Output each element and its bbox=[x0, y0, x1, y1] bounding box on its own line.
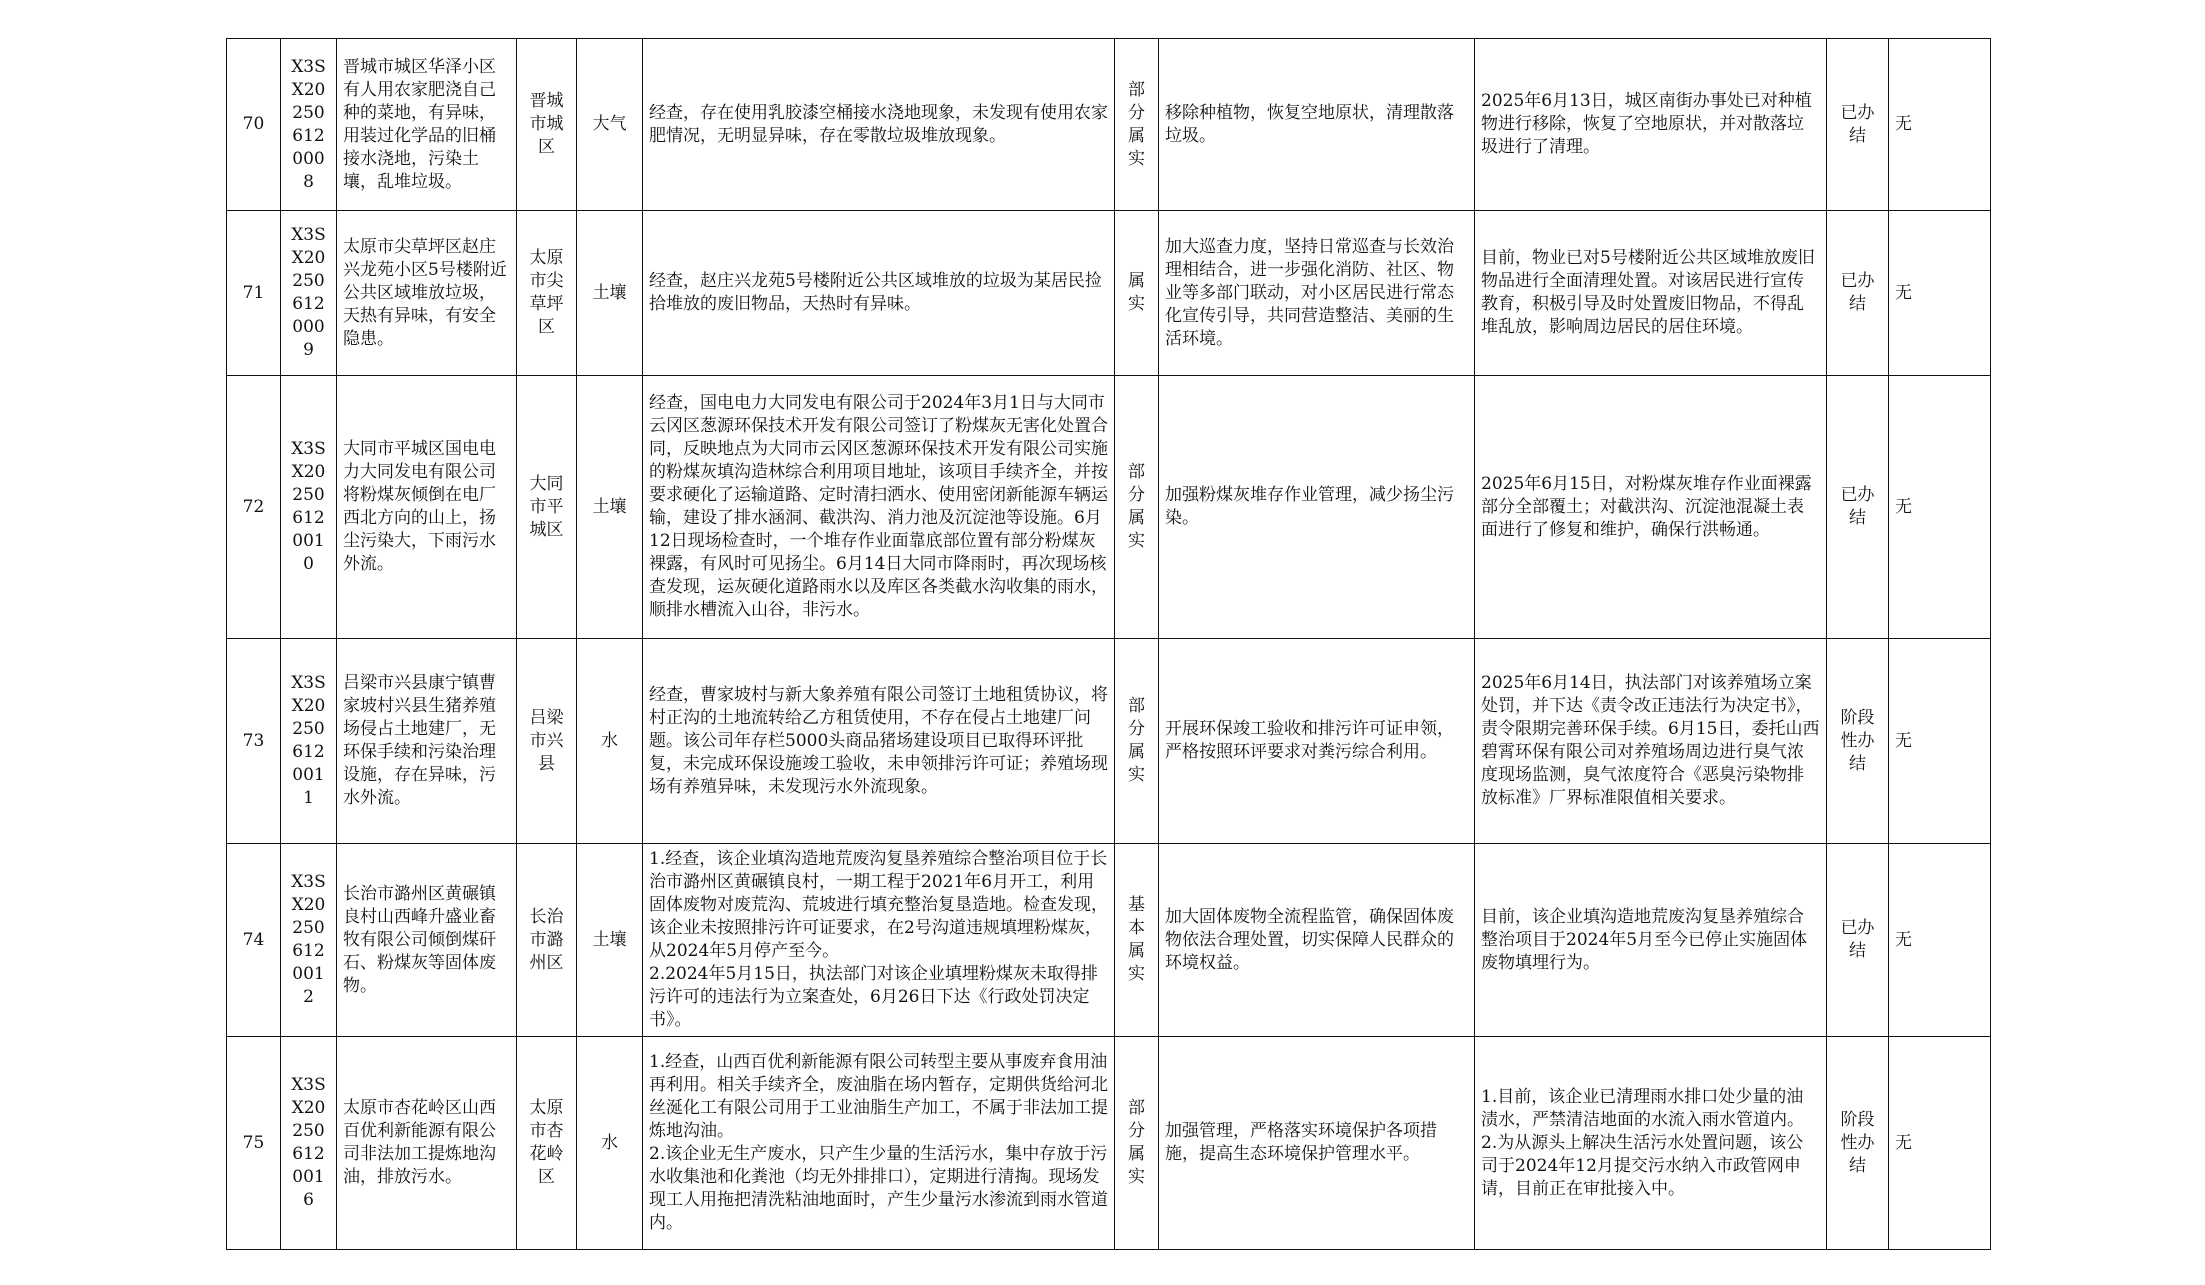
accountability: 无 bbox=[1889, 639, 1991, 844]
investigation-finding bbox=[643, 39, 1115, 211]
table-row bbox=[227, 211, 1991, 376]
administrative-area: 太原市杏花岭区 bbox=[517, 1037, 577, 1250]
table-row bbox=[227, 39, 1991, 211]
verification-result: 部分属实 bbox=[1115, 1037, 1159, 1250]
verification-result: 基本属实 bbox=[1115, 844, 1159, 1037]
handling-status: 已办结 bbox=[1827, 376, 1889, 639]
administrative-area: 太原市尖草坪区 bbox=[517, 211, 577, 376]
accountability: 无 bbox=[1889, 844, 1991, 1037]
accountability: 无 bbox=[1889, 211, 1991, 376]
investigation-finding bbox=[643, 1037, 1115, 1250]
row-number: 71 bbox=[227, 211, 281, 376]
row-number: 75 bbox=[227, 1037, 281, 1250]
table-row bbox=[227, 376, 1991, 639]
rectification-progress bbox=[1475, 211, 1827, 376]
progress-paragraph: 2.为从源头上解决生活污水处置问题，该公司于2024年12月提交污水纳入市政管网申请，目前正在审批接入中。 bbox=[1481, 1132, 1804, 1199]
finding-paragraph: 经查，赵庄兴龙苑5号楼附近公共区域堆放的垃圾为某居民捡拾堆放的废旧物品，天热时有异味。 bbox=[649, 271, 1102, 314]
finding-paragraph: 1.经查，该企业填沟造地荒废沟复垦养殖综合整治项目位于长治市潞州区黄碾镇良村，一期工程于2021年6月开工，利用固体废物对废荒沟、荒坡进行填充整治复垦造地。检查发现，该企业未按照排污许可证要求，在2号沟道违规填埋粉煤灰，从2024年5月停产至今。 bbox=[649, 849, 1108, 961]
complaint-content: 吕梁市兴县康宁镇曹家坡村兴县生猪养殖场侵占土地建厂，无环保手续和污染治理设施，存在异味，污水外流。 bbox=[337, 639, 517, 844]
row-number: 74 bbox=[227, 844, 281, 1037]
complaint-content: 长治市潞州区黄碾镇良村山西峰升盛业畜牧有限公司倾倒煤矸石、粉煤灰等固体废物。 bbox=[337, 844, 517, 1037]
case-code: X3SX202506120009 bbox=[281, 211, 337, 376]
rectification-progress bbox=[1475, 844, 1827, 1037]
rectification-measure: 加大固体废物全流程监管，确保固体废物依法合理处置，切实保障人民群众的环境权益。 bbox=[1159, 844, 1475, 1037]
handling-status: 已办结 bbox=[1827, 39, 1889, 211]
verification-result: 部分属实 bbox=[1115, 376, 1159, 639]
rectification-measure: 开展环保竣工验收和排污许可证申领，严格按照环评要求对粪污综合利用。 bbox=[1159, 639, 1475, 844]
complaint-content: 大同市平城区国电电力大同发电有限公司将粉煤灰倾倒在电厂西北方向的山上，扬尘污染大，下雨污水外流。 bbox=[337, 376, 517, 639]
table-row bbox=[227, 639, 1991, 844]
complaint-content: 晋城市城区华泽小区有人用农家肥浇自己种的菜地，有异味，用装过化学品的旧桶接水浇地，污染土壤，乱堆垃圾。 bbox=[337, 39, 517, 211]
complaint-content: 太原市尖草坪区赵庄兴龙苑小区5号楼附近公共区域堆放垃圾，天热有异味，有安全隐患。 bbox=[337, 211, 517, 376]
rectification-progress bbox=[1475, 39, 1827, 211]
complaints-table bbox=[226, 38, 1991, 1250]
investigation-finding bbox=[643, 639, 1115, 844]
rectification-progress bbox=[1475, 639, 1827, 844]
progress-paragraph: 目前，该企业填沟造地荒废沟复垦养殖综合整治项目于2024年5月至今已停止实施固体废物填埋行为。 bbox=[1481, 906, 1808, 973]
handling-status: 已办结 bbox=[1827, 844, 1889, 1037]
verification-result: 部分属实 bbox=[1115, 639, 1159, 844]
row-number: 72 bbox=[227, 376, 281, 639]
row-number: 73 bbox=[227, 639, 281, 844]
accountability: 无 bbox=[1889, 376, 1991, 639]
administrative-area: 大同市平城区 bbox=[517, 376, 577, 639]
verification-result: 属实 bbox=[1115, 211, 1159, 376]
investigation-finding bbox=[643, 211, 1115, 376]
finding-paragraph: 经查，曹家坡村与新大象养殖有限公司签订土地租赁协议，将村正沟的土地流转给乙方租赁使用，不存在侵占土地建厂问题。该公司年存栏5000头商品猪场建设项目已取得环评批复，未完成环保设施竣工验收，未申领排污许可证；养殖场现场有养殖异味，未发现污水外流现象。 bbox=[649, 684, 1108, 797]
pollution-type: 土壤 bbox=[577, 844, 643, 1037]
pollution-type: 大气 bbox=[577, 39, 643, 211]
progress-paragraph: 2025年6月15日，对粉煤灰堆存作业面裸露部分全部覆土；对截洪沟、沉淀池混凝土表面进行了修复和维护，确保行洪畅通。 bbox=[1481, 473, 1812, 540]
investigation-finding bbox=[643, 844, 1115, 1037]
case-code: X3SX202506120008 bbox=[281, 39, 337, 211]
progress-paragraph: 1.目前，该企业已清理雨水排口处少量的油渍水，严禁清洁地面的水流入雨水管道内。 bbox=[1481, 1086, 1804, 1130]
rectification-measure: 加强粉煤灰堆存作业管理，减少扬尘污染。 bbox=[1159, 376, 1475, 639]
finding-paragraph: 2.2024年5月15日，执法部门对该企业填埋粉煤灰未取得排污许可的违法行为立案查处，6月26日下达《行政处罚决定书》。 bbox=[649, 964, 1098, 1030]
case-code: X3SX202506120012 bbox=[281, 844, 337, 1037]
finding-paragraph: 经查，存在使用乳胶漆空桶接水浇地现象，未发现有使用农家肥情况，无明显异味，存在零散垃圾堆放现象。 bbox=[649, 102, 1108, 146]
finding-paragraph: 2.该企业无生产废水，只产生少量的生活污水，集中存放于污水收集池和化粪池（均无外排排口），定期进行清掏。现场发现工人用拖把清洗粘油地面时，产生少量污水渗流到雨水管道内。 bbox=[649, 1144, 1108, 1233]
administrative-area: 吕梁市兴县 bbox=[517, 639, 577, 844]
table-row bbox=[227, 1037, 1991, 1250]
administrative-area: 长治市潞州区 bbox=[517, 844, 577, 1037]
verification-result: 部分属实 bbox=[1115, 39, 1159, 211]
progress-paragraph: 2025年6月14日，执法部门对该养殖场立案处罚，并下达《责令改正违法行为决定书》，责令限期完善环保手续。6月15日，委托山西碧霄环保有限公司对养殖场周边进行臭气浓度现场监测，臭气浓度符合《恶臭污染物排放标准》厂界标准限值相关要求。 bbox=[1481, 673, 1820, 808]
pollution-type: 土壤 bbox=[577, 211, 643, 376]
handling-status: 已办结 bbox=[1827, 211, 1889, 376]
case-code: X3SX202506120011 bbox=[281, 639, 337, 844]
pollution-type: 土壤 bbox=[577, 376, 643, 639]
progress-paragraph: 目前，物业已对5号楼附近公共区域堆放废旧物品进行全面清理处置。对该居民进行宣传教育，积极引导及时处置废旧物品，不得乱堆乱放，影响周边居民的居住环境。 bbox=[1481, 248, 1815, 337]
rectification-progress bbox=[1475, 376, 1827, 639]
case-code: X3SX202506120010 bbox=[281, 376, 337, 639]
handling-status: 阶段性办结 bbox=[1827, 1037, 1889, 1250]
accountability: 无 bbox=[1889, 39, 1991, 211]
rectification-progress bbox=[1475, 1037, 1827, 1250]
row-number: 70 bbox=[227, 39, 281, 211]
finding-paragraph: 1.经查，山西百优利新能源有限公司转型主要从事废弃食用油再利用。相关手续齐全，废油脂在场内暂存，定期供货给河北丝涎化工有限公司用于工业油脂生产加工，不属于非法加工提炼地沟油。 bbox=[649, 1052, 1108, 1141]
table-row bbox=[227, 844, 1991, 1037]
investigation-finding bbox=[643, 376, 1115, 639]
rectification-measure: 移除种植物，恢复空地原状，清理散落垃圾。 bbox=[1159, 39, 1475, 211]
administrative-area: 晋城市城区 bbox=[517, 39, 577, 211]
complaint-content: 太原市杏花岭区山西百优利新能源有限公司非法加工提炼地沟油，排放污水。 bbox=[337, 1037, 517, 1250]
rectification-measure: 加强管理，严格落实环境保护各项措施，提高生态环境保护管理水平。 bbox=[1159, 1037, 1475, 1250]
pollution-type: 水 bbox=[577, 639, 643, 844]
pollution-type: 水 bbox=[577, 1037, 643, 1250]
case-code: X3SX202506120016 bbox=[281, 1037, 337, 1250]
rectification-measure: 加大巡查力度，坚持日常巡查与长效治理相结合，进一步强化消防、社区、物业等多部门联动，对小区居民进行常态化宣传引导，共同营造整洁、美丽的生活环境。 bbox=[1159, 211, 1475, 376]
finding-paragraph: 经查，国电电力大同发电有限公司于2024年3月1日与大同市云冈区葱源环保技术开发有限公司签订了粉煤灰无害化处置合同，反映地点为大同市云冈区葱源环保技术开发有限公司实施的粉煤灰填沟造林综合利用项目地址，该项目手续齐全，并按要求硬化了运输道路、定时清扫洒水、使用密闭新能源车辆运输，建设了排水涵洞、截洪沟、消力池及沉淀池等设施。6月12日现场检查时，一个堆存作业面靠底部位置有部分粉煤灰裸露，有风时可见扬尘。6月14日大同市降雨时，再次现场核查发现，运灰硬化道路雨水以及库区各类截水沟收集的雨水，顺排水槽流入山谷，非污水。 bbox=[649, 393, 1108, 620]
handling-status: 阶段性办结 bbox=[1827, 639, 1889, 844]
progress-paragraph: 2025年6月13日，城区南街办事处已对种植物进行移除，恢复了空地原状，并对散落垃圾进行了清理。 bbox=[1481, 91, 1812, 157]
accountability: 无 bbox=[1889, 1037, 1991, 1250]
